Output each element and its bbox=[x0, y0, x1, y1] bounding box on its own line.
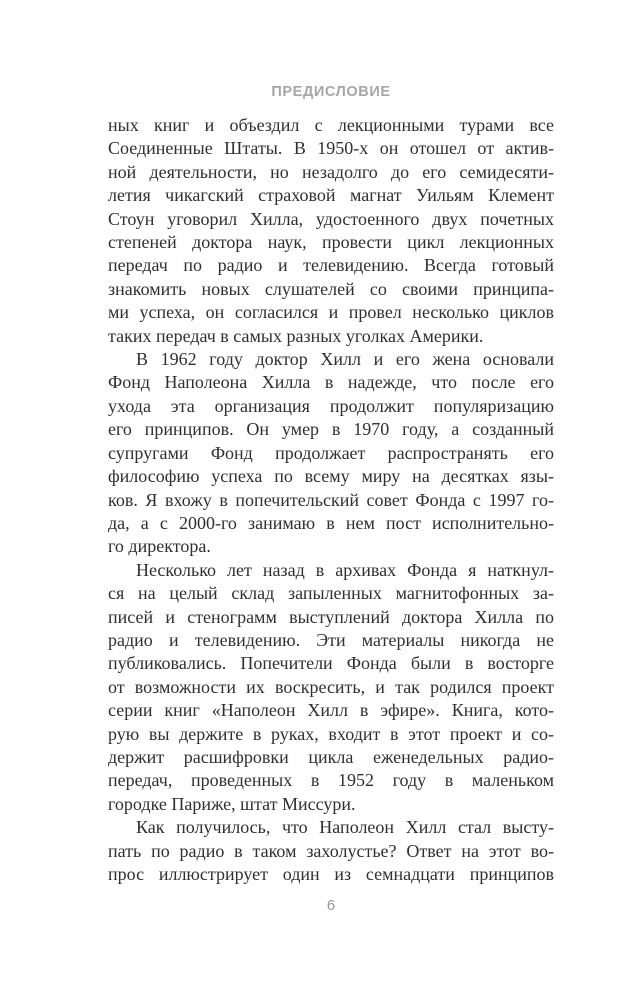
text-line: прос иллюстрирует один из семнадцати принципов bbox=[108, 864, 554, 884]
text-line: от возможности их воскресить, и так родился проект bbox=[108, 676, 554, 697]
text-line: ной деятельности, но незадолго до его семидесяти- bbox=[108, 161, 554, 182]
text-line: ухода эта организация продолжит популяризацию bbox=[108, 395, 554, 416]
paragraph bbox=[108, 348, 554, 559]
text-line: В 1962 году доктор Хилл и его жена основали bbox=[136, 349, 554, 370]
text-line: таких передач в самых разных уголках Америки. bbox=[108, 325, 484, 346]
text-line: летия чикагский страховой магнат Уильям Клемент bbox=[108, 185, 554, 206]
text-line: ся на целый склад запыленных магнитофонных за- bbox=[108, 583, 554, 604]
page-number: 6 bbox=[326, 897, 336, 914]
text-line: держит расшифровки цикла еженедельных радио- bbox=[108, 746, 554, 767]
section-header: ПРЕДИСЛОВИЕ bbox=[271, 84, 391, 100]
text-line: Как получилось, что Наполеон Хилл стал высту- bbox=[136, 817, 554, 838]
text-line: писей и стенограмм выступлений доктора Хилла по bbox=[108, 606, 554, 627]
text-line: городке Париже, штат Миссури. bbox=[108, 793, 356, 814]
text-line: супругами Фонд продолжает распространять его bbox=[108, 442, 554, 463]
text-line: рую вы держите в руках, входит в этот проект и со- bbox=[108, 723, 554, 744]
text-line: Несколько лет назад в архивах Фонда я наткнул- bbox=[136, 559, 554, 580]
paragraph bbox=[108, 816, 554, 886]
text-line: степеней доктора наук, провести цикл лекционных bbox=[108, 232, 554, 253]
text-line: ков. Я вхожу в попечительский совет Фонда с 1997 го- bbox=[108, 489, 554, 510]
text-line: да, а с 2000-го занимаю в нем пост исполнительно- bbox=[108, 512, 554, 533]
text-line: Стоун уговорил Хилла, удостоенного двух почетных bbox=[108, 208, 554, 229]
text-line: Соединенные Штаты. В 1950-х он отошел от актив- bbox=[108, 138, 554, 159]
paragraph bbox=[108, 559, 554, 816]
text-line: передач по радио и телевидению. Всегда готовый bbox=[108, 255, 554, 276]
page-text bbox=[108, 114, 554, 886]
text-line: его принципов. Он умер в 1970 году, а созданный bbox=[108, 419, 554, 440]
text-line: го директора. bbox=[108, 536, 211, 557]
paragraph bbox=[108, 114, 554, 348]
text-line: серии книг «Наполеон Хилл в эфире». Книга, кото- bbox=[108, 700, 554, 721]
text-line: публиковались. Попечители Фонда были в восторге bbox=[108, 653, 554, 674]
text-line: Фонд Наполеона Хилла в надежде, что после его bbox=[108, 372, 554, 393]
text-line: передач, проведенных в 1952 году в маленьком bbox=[108, 770, 554, 791]
text-line: знакомить новых слушателей со своими принципа- bbox=[108, 278, 554, 299]
text-line: философию успеха по всему миру на десятках язы- bbox=[108, 466, 554, 487]
text-line: ми успеха, он согласился и провел несколько циклов bbox=[108, 302, 554, 323]
text-line: пать по радио в таком захолустье? Ответ на этот во- bbox=[108, 840, 554, 861]
text-line: ных книг и объездил с лекционными турами все bbox=[108, 115, 554, 135]
text-line: радио и телевидению. Эти материалы никогда не bbox=[108, 629, 554, 650]
